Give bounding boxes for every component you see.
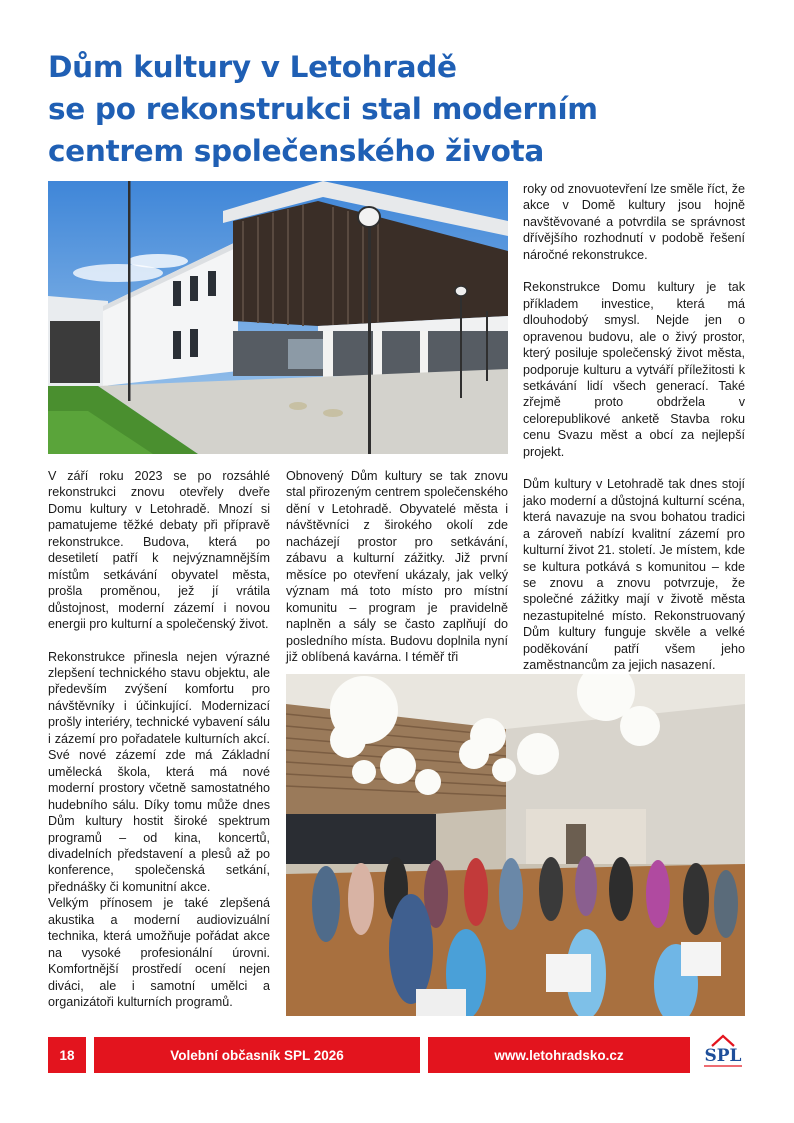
title-line: Dům kultury v Letohradě [48,50,457,84]
ballroom-dance-photo [286,674,745,1016]
text-column-3 [523,181,745,674]
paragraph: Obnovený Dům kultury se tak znovu stal přirozeným centrem společenského dění v Letohradě. Obyvatelé města i návštěvníci z širokého okolí zde nacházejí prostor pro setkávání, zábavu a kulturní zážitky. Již první měsíce po otevření ukázaly, jak velký význam má toto místo pro místní komunitu – program je pravidelně naplněn a sály se často zaplňují do posledního místa. Budovu doplnila nyní již oblíbená kavárna. I téměř tři [286,469,508,664]
paragraph: roky od znovuotevření lze směle říct, že akce v Domě kultury jsou hojně navštěvované a potvrdila se správnost dřívějšího rozhodnutí v podobě řešení náročné rekonstrukce. [523,182,745,262]
article-title [48,46,748,172]
paragraph: Rekonstrukce Domu kultury je tak příkladem investice, která má dlouhodobý smysl. Nejde jen o opravenou budovu, ale o živý prostor, který posiluje společenský život města, podporuje kulturu a vytváří příležitosti k setkávání lidí všech generací. Také zřejmě proto obdržela v celorepublikové anketě Stavba roku cenu Svazu měst a obcí za nejlepší projekt. [523,280,745,459]
building-exterior-photo [48,181,508,454]
website-link[interactable]: www.letohradsko.cz [428,1037,690,1073]
spl-logo [698,1034,748,1078]
logo-text: SPL [704,1046,742,1066]
title-line: centrem společenského života [48,134,545,168]
text-column-1 [48,468,270,1011]
page-number: 18 [48,1037,86,1073]
paragraph: Velkým přínosem je také zlepšená akustika a moderní audiovizuální technika, která umožňuje pořádat akce na vysoké profesionální úrovni. Komfortnější prostředí ocení nejen diváci, ale i samotní umělci a organizátoři kulturních programů. [48,896,270,1010]
paragraph: Dům kultury v Letohradě tak dnes stojí jako moderní a důstojná kulturní scéna, která navazuje na svou bohatou tradici a zároveň nabízí kvalitní zázemí pro kulturní život 21. století. Je místem, kde se kultura potkává s komunitou – kde se znovu a znovu potvrzuje, že společné zážitky mají v životě města nezastupitelné místo. Rekonstruovaný Dům kultury funguje skvěle a velké poděkování patří všem jeho zaměstnancům za jejich nasazení. [523,477,745,673]
publication-name: Volební občasník SPL 2026 [94,1037,420,1073]
title-line: se po rekonstrukci stal moderním [48,92,598,126]
paragraph: V září roku 2023 se po rozsáhlé rekonstrukci znovu otevřely dveře Domu kultury v Letohradě. Mnozí si pamatujeme těžké debaty při přípravě rekonstrukce. Budova, která po desetiletí patří k nejvýznamnějším místům setkávání obyvatel města, prošla proměnou, jež jí vrátila důstojnost, moderní zázemí i novou energii pro kulturní a společenský život. [48,469,270,632]
text-column-2 [286,468,508,665]
paragraph: Rekonstrukce přinesla nejen výrazné zlepšení technického stavu objektu, ale především zvýšení komfortu pro návštěvníky i účinkující. Modernizací prošly interiéry, technické vybavení sálu i zázemí pro pořadatele kulturních akcí. Své nové zázemí zde má Základní umělecká škola, která má nové moderní prostory včetně samostatného hudebního sálu. Díky tomu může dnes Dům kultury hostit široké spektrum programů – od kina, koncertů, divadelních představení a plesů až po konference, společenská setkání, přednášky či komunitní akce. [48,649,270,894]
